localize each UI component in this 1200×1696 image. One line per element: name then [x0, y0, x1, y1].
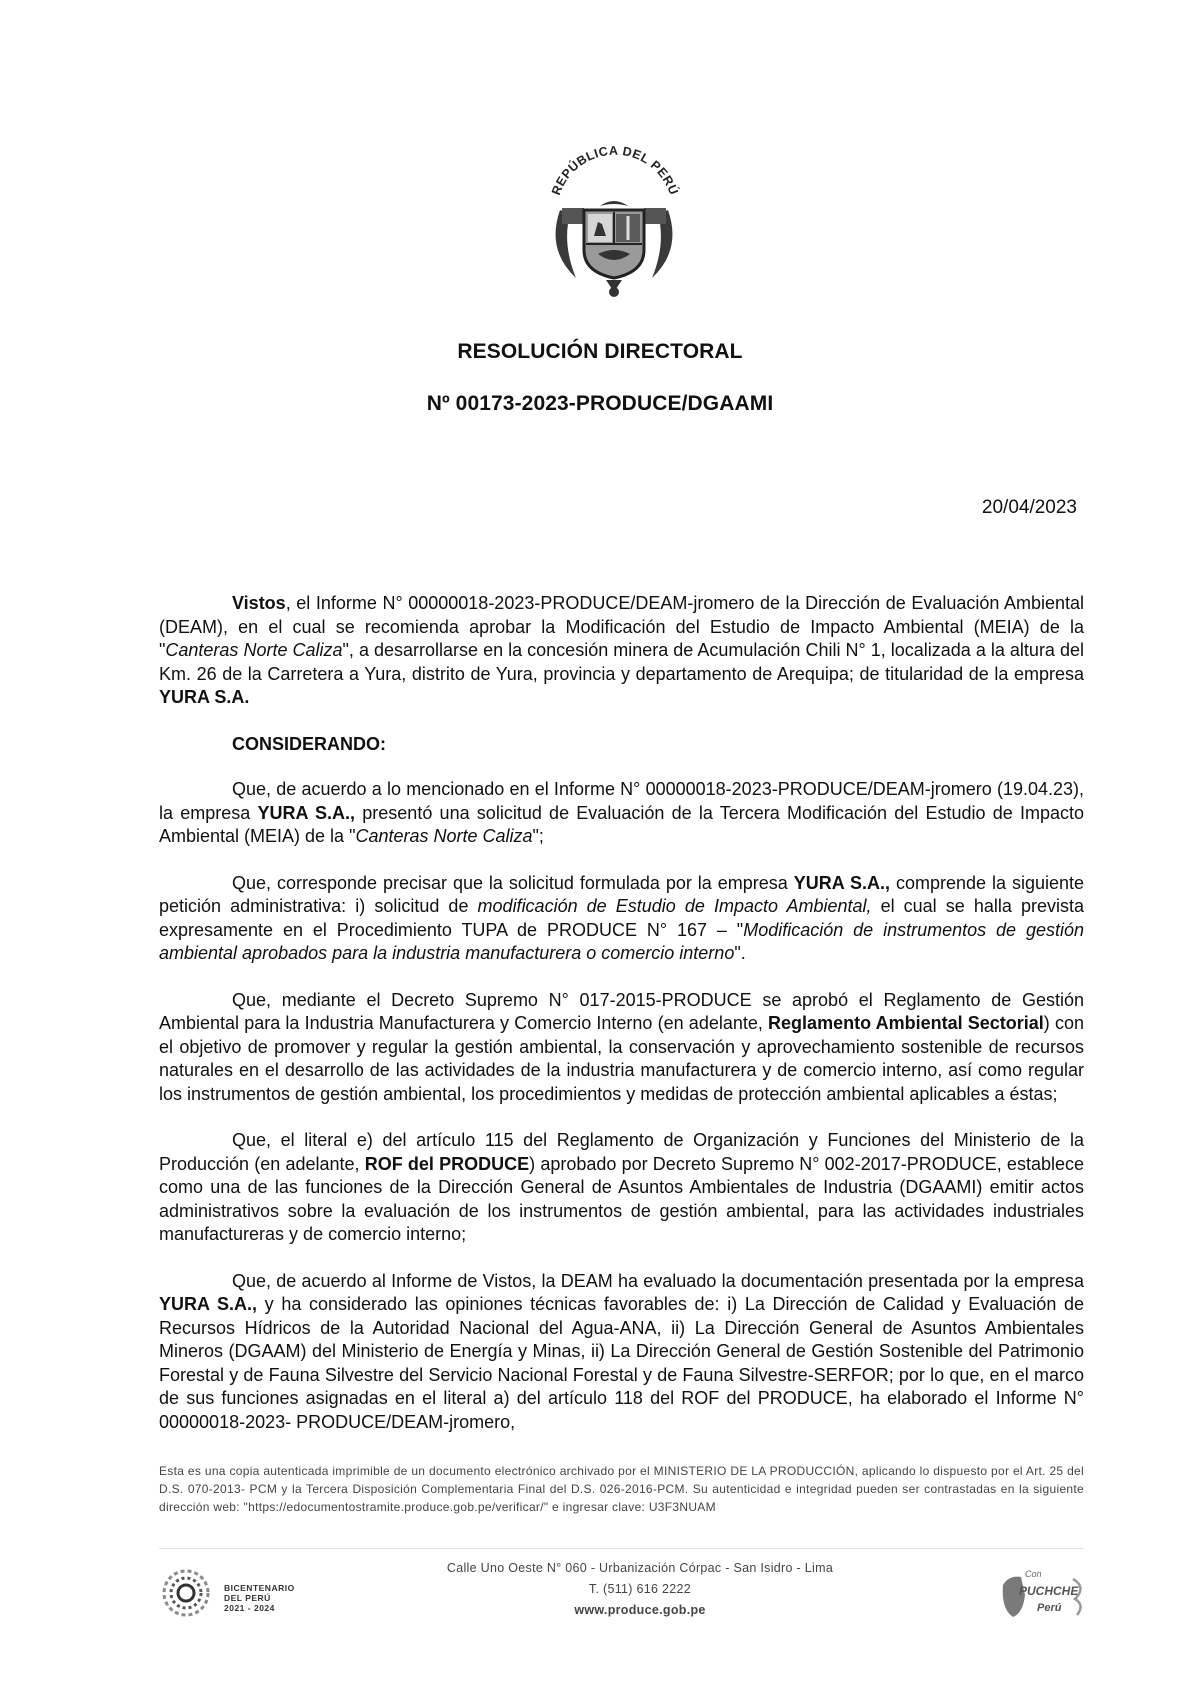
svg-text:REPÚBLICA DEL PERÚ [549, 144, 682, 197]
footer-address-block [420, 1558, 860, 1621]
footer-website-link[interactable]: www.produce.gob.pe [574, 1603, 706, 1617]
punche-line1: Con [1025, 1569, 1042, 1579]
authenticity-footnote: Esta es una copia autenticada imprimible de un documento electrónico archivado por el MINISTERIO DE LA PRODUCCIÓN, aplicando lo dispuesto por el Art. 25 del D.S. 070-2013- PCM y la Tercera Disposición Complementaria Final del D.S. 026-2016-PCM. Su autenticidad e integridad pueden ser contrastadas en la siguiente dirección web: "https://edocumentostramite.produce.gob.pe/verificar/" e ingresar clave: U3F3NUAM [159, 1464, 1084, 1514]
paragraph-vistos: Vistos, el Informe N° 00000018-2023-PRODUCE/DEAM-jromero de la Dirección de Evaluación Ambiental (DEAM), en el cual se recomienda aprobar la Modificación del Estudio de Impacto Ambiental (MEIA) de la "Canteras Norte Caliza", a desarrollarse en la concesión minera de Acumulación Chili N° 1, localizada a la altura del Km. 26 de la Carretera a Yura, distrito de Yura, provincia y departamento de Arequipa; de titularidad de la empresa YURA S.A. [159, 593, 1084, 707]
footer-phone: T. (511) 616 2222 [588, 1582, 692, 1596]
paragraph-que-3: Que, mediante el Decreto Supremo N° 017-2015-PRODUCE se aprobó el Reglamento de Gestión Ambiental para la Industria Manufacturera y Comercio Interno (en adelante, Reglamento Ambiental Sectorial) con el objetivo de promover y regular la gestión ambiental, la conservación y aprovechamiento sostenible de recursos naturales en el desarrollo de las actividades de la industria manufacturera y de comercio interno, así como regular los instrumentos de gestión ambiental, los procedimientos y medidas de protección ambiental aplicables a éstas; [159, 989, 1084, 1104]
footer-address: Calle Uno Oeste N° 060 - Urbanización Córpac - San Isidro - Lima [446, 1561, 834, 1575]
con-punche-peru-logo [995, 1565, 1090, 1625]
document-date: 20/04/2023 [981, 497, 1077, 518]
crest-arc-text: REPÚBLICA DEL PERÚ [549, 143, 681, 198]
document-body [159, 592, 1084, 1457]
document-title: RESOLUCIÓN DIRECTORAL [457, 340, 743, 363]
bicentenario-logo [158, 1565, 318, 1621]
punche-line2: PUCHCHE [1019, 1584, 1079, 1598]
footer-divider [159, 1548, 1084, 1549]
paragraph-que-4: Que, el literal e) del artículo 115 del Reglamento de Organización y Funciones del Ministerio de la Producción (en adelante, ROF del PRODUCE) aprobado por Decreto Supremo N° 002-2017-PRODUCE, establece como una de las funciones de la Dirección General de Asuntos Ambientales de Industria (DGAAMI) emitir actos administrativos sobre la evaluación de los instrumentos de gestión ambiental, para las actividades industriales manufactureras y de comercio interno; [159, 1130, 1084, 1244]
bicentenario-emblem-icon [158, 1565, 218, 1621]
paragraph-que-1: Que, de acuerdo a lo mencionado en el Informe N° 00000018-2023-PRODUCE/DEAM-jromero (19.04.23), la empresa YURA S.A., presentó una solicitud de Evaluación de la Tercera Modificación del Estudio de Impacto Ambiental (MEIA) de la "Canteras Norte Caliza"; [159, 779, 1085, 846]
bicentenario-line3: 2021 - 2024 [224, 1603, 275, 1613]
paragraph-que-2: Que, corresponde precisar que la solicitud formulada por la empresa YURA S.A., comprende la siguiente petición administrativa: i) solicitud de modificación de Estudio de Impacto Ambiental, el cual se halla prevista expresamente en el Procedimiento TUPA de PRODUCE N° 167 – "Modificación de instrumentos de gestión ambiental aprobados para la industria manufacturera o comercio interno". [159, 872, 1085, 963]
bicentenario-line2: DEL PERÚ [224, 1593, 271, 1603]
punche-line3: Perú [1037, 1602, 1062, 1614]
paragraph-que-5: Que, de acuerdo al Informe de Vistos, la DEAM ha evaluado la documentación presentada por la empresa YURA S.A., y ha considerado las opiniones técnicas favorables de: i) La Dirección de Calidad y Evaluación de Recursos Hídricos de la Autoridad Nacional del Agua-ANA, ii) La Dirección General de Asuntos Ambientales Mineros (DGAAM) del Ministerio de Energía y Minas, ii) La Dirección General de Gestión Sostenible del Patrimonio Forestal y de Fauna Silvestre del Servicio Nacional Forestal y de Fauna Silvestre-SERFOR; por lo que, en el marco de sus funciones asignadas en el literal a) del artículo 118 del ROF del PRODUCE, ha elaborado el Informe N° 00000018-2023- PRODUCE/DEAM-jromero, [159, 1270, 1085, 1432]
coat-of-arms-icon [540, 140, 688, 300]
bicentenario-line1: BICENTENARIO [224, 1583, 295, 1593]
resolution-number: Nº 00173-2023-PRODUCE/DGAAMI [426, 392, 774, 415]
considerando-heading: CONSIDERANDO: [232, 733, 387, 754]
